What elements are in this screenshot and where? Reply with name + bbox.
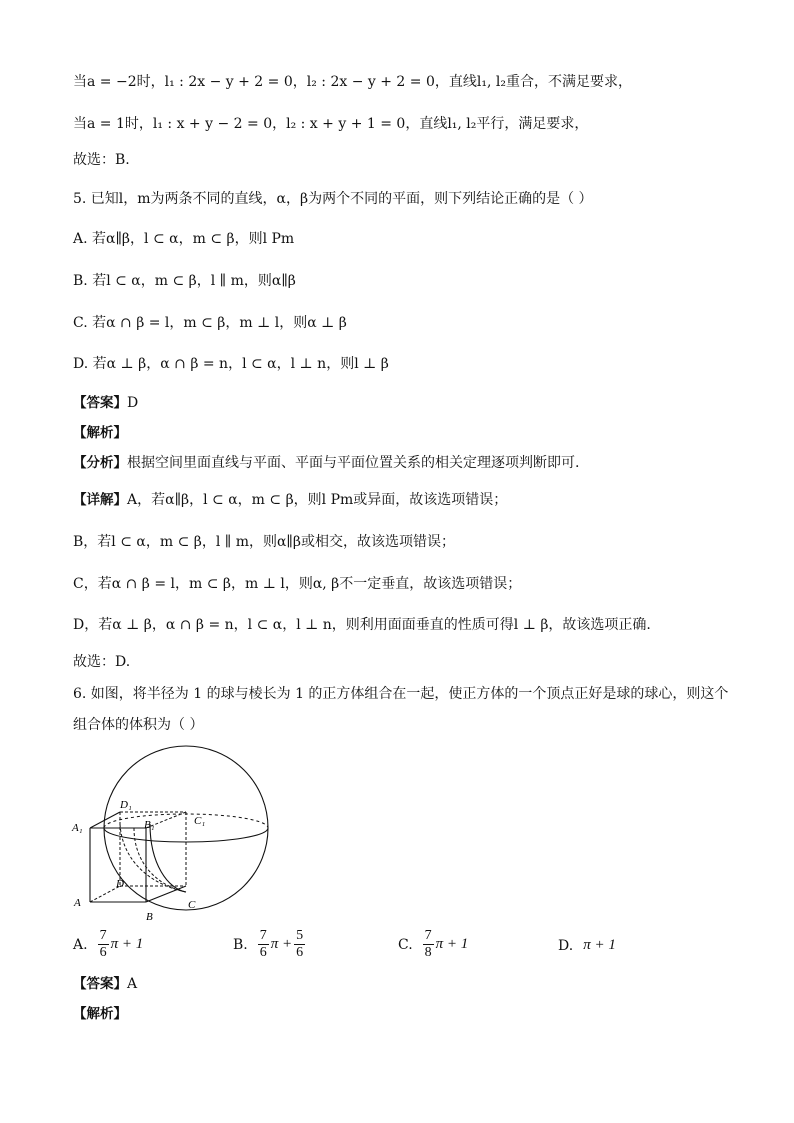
label-a: A xyxy=(74,897,81,909)
option-a-den: 6 xyxy=(99,945,107,960)
q6-analysis-tag: 【解析】 xyxy=(73,1006,127,1022)
option-b-den2: 6 xyxy=(296,945,304,960)
q5-option-a: A. 若α∥β，l ⊂ α，m ⊂ β，则l Pm xyxy=(73,231,295,247)
option-c-fraction xyxy=(423,928,434,961)
option-a-fraction xyxy=(98,928,109,961)
answer-value: D xyxy=(127,395,139,411)
analysis-tag: 【解析】 xyxy=(73,425,127,441)
q5-xiangjie-d: D，若α ⊥ β，α ∩ β = n，l ⊂ α，l ⊥ n，则利用面面垂直的性质可得l ⊥ β，故该选项正确. xyxy=(73,617,651,633)
q6-option-d xyxy=(558,937,616,954)
label-d1: D₁ xyxy=(120,799,132,811)
q5-fenxi xyxy=(73,454,579,472)
q6-stem-line-1: 6. 如图，将半径为 1 的球与棱长为 1 的正方体组合在一起，使正方体的一个顶点正好是球的球心，则这个 xyxy=(73,686,729,702)
prev-solution-line-1: 当a = −2时，l₁ : 2x − y + 2 = 0，l₂ : 2x − y + 2 = 0，直线l₁, l₂重合，不满足要求， xyxy=(73,74,632,90)
q5-option-c: C. 若α ∩ β = l，m ⊂ β，m ⊥ l，则α ⊥ β xyxy=(73,315,347,331)
label-d: D xyxy=(116,878,124,890)
option-b-num: 7 xyxy=(259,928,267,943)
option-a-rest: π + 1 xyxy=(110,936,144,952)
sphere-cut-arc-dashed-2 xyxy=(134,828,186,892)
xiangjie-tag: 【详解】 xyxy=(73,492,127,508)
q5-answer xyxy=(73,394,138,412)
label-b1: B₁ xyxy=(144,819,155,831)
option-d-label: D. xyxy=(558,937,574,954)
q6-answer-tag: 【答案】 xyxy=(73,976,127,992)
q5-option-d: D. 若α ⊥ β，α ∩ β = n，l ⊂ α，l ⊥ n，则l ⊥ β xyxy=(73,356,389,372)
sphere-cube-figure xyxy=(68,744,283,926)
q5-choice: 故选：D. xyxy=(73,654,131,670)
option-b-fraction-1 xyxy=(258,928,269,961)
option-a-label: A. xyxy=(73,936,88,953)
sphere-cut-arc-dashed-1 xyxy=(120,824,186,892)
q6-stem-line-2: 组合体的体积为（ ） xyxy=(73,717,204,733)
q5-xiangjie-a xyxy=(73,491,507,509)
option-a-num: 7 xyxy=(99,928,107,943)
option-b-fraction-2 xyxy=(294,928,305,961)
cube-edge-b-c xyxy=(146,886,186,902)
q5-analysis-tag xyxy=(73,424,127,442)
q5-stem: 5. 已知l，m为两条不同的直线，α，β为两个不同的平面，则下列结论正确的是（ ） xyxy=(73,191,593,207)
fenxi-text: 根据空间里面直线与平面、平面与平面位置关系的相关定理逐项判断即可. xyxy=(127,455,580,471)
option-c-num: 7 xyxy=(424,928,432,943)
q6-option-b xyxy=(233,928,307,961)
option-d-rest: π + 1 xyxy=(583,937,616,953)
q5-xiangjie-c: C，若α ∩ β = l，m ⊂ β，m ⊥ l，则α, β不一定垂直，故该选项错误； xyxy=(73,576,522,592)
q6-analysis xyxy=(73,1005,127,1023)
option-b-mid: π + xyxy=(270,936,293,952)
option-c-label: C. xyxy=(398,936,413,953)
label-c: C xyxy=(188,899,196,911)
label-c1: C₁ xyxy=(194,815,206,827)
q5-xiangjie-b: B，若l ⊂ α，m ⊂ β，l ∥ m，则α∥β或相交，故该选项错误； xyxy=(73,534,455,550)
q6-answer-value: A xyxy=(127,976,138,992)
sphere-equator-back xyxy=(104,814,268,828)
answer-tag: 【答案】 xyxy=(73,395,127,411)
option-c-den: 8 xyxy=(424,945,432,960)
label-a1: A₁ xyxy=(72,822,83,834)
option-b-num2: 5 xyxy=(296,928,304,943)
q6-options xyxy=(73,928,713,968)
q6-option-c xyxy=(398,928,468,961)
q6-answer xyxy=(73,975,137,993)
option-b-label: B. xyxy=(233,936,248,953)
sphere-cut-arc-solid xyxy=(150,824,186,892)
xiangjie-a-text: A，若α∥β，l ⊂ α，m ⊂ β，则l Pm或异面，故该选项错误； xyxy=(127,492,508,508)
label-b: B xyxy=(146,911,153,923)
q5-option-b: B. 若l ⊂ α，m ⊂ β，l ∥ m，则α∥β xyxy=(73,273,296,289)
q6-option-a xyxy=(73,928,143,961)
option-b-den: 6 xyxy=(259,945,267,960)
option-c-rest: π + 1 xyxy=(435,936,469,952)
fenxi-tag: 【分析】 xyxy=(73,455,127,471)
prev-solution-choice: 故选：B. xyxy=(73,152,130,168)
prev-solution-line-2: 当a = 1时，l₁ : x + y − 2 = 0，l₂ : x + y + 1 = 0，直线l₁, l₂平行，满足要求， xyxy=(73,116,589,132)
